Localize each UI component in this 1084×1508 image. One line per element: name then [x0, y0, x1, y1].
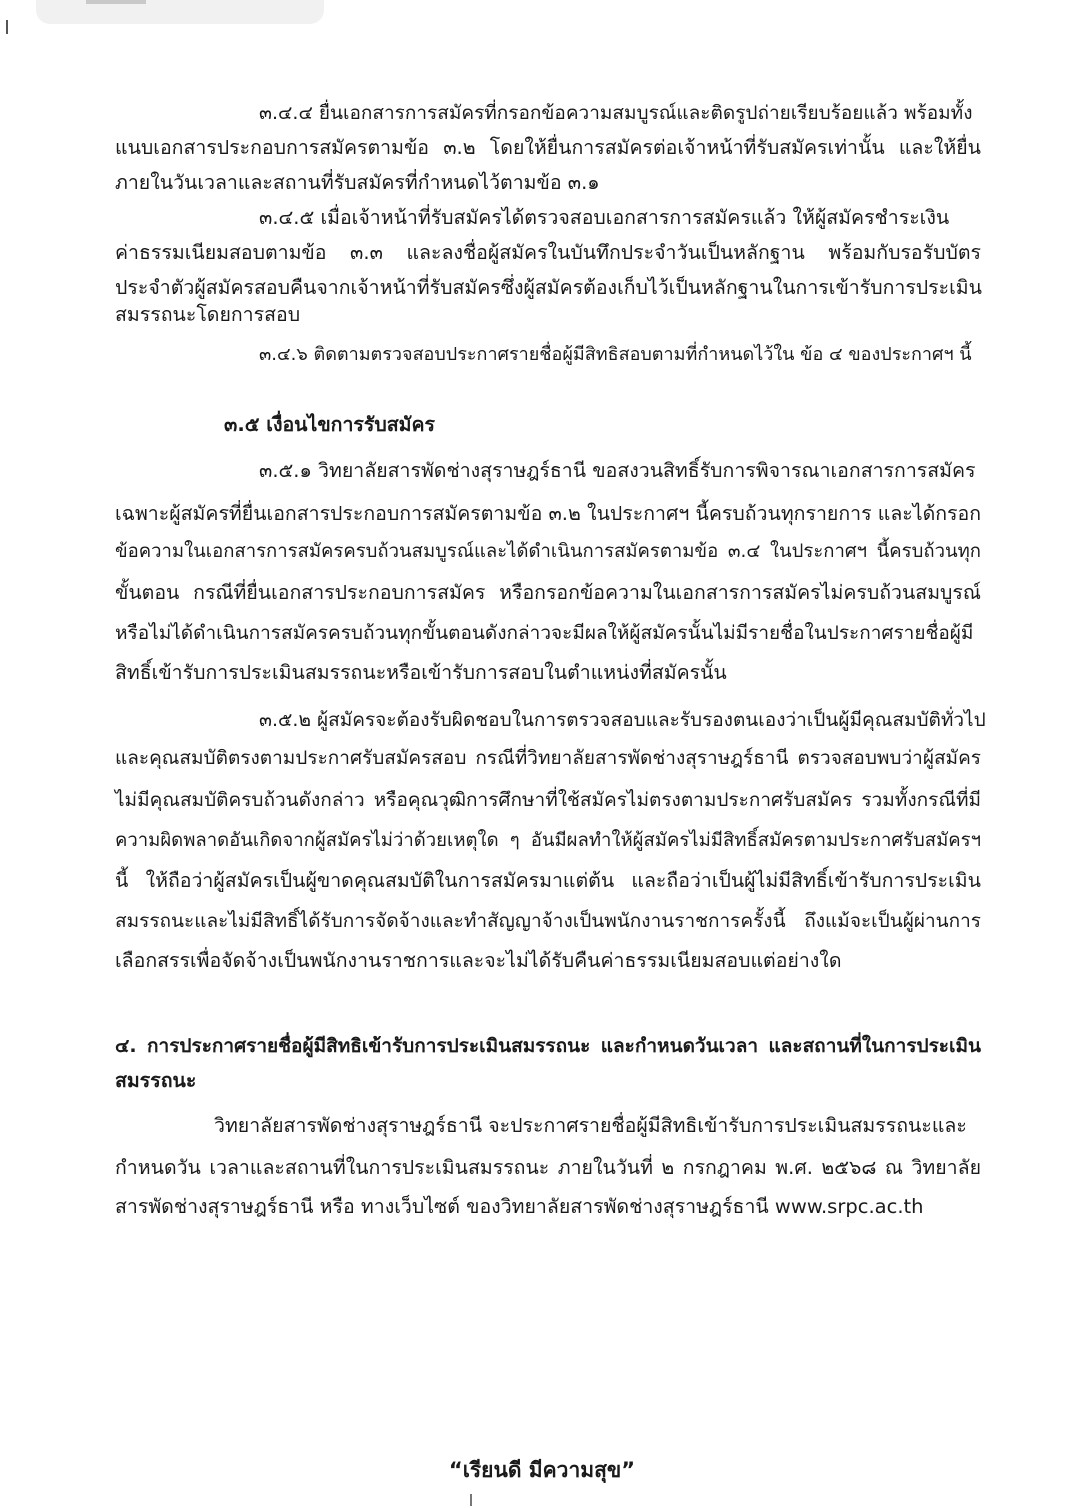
sec-4-heading-line-1: ๔. การประกาศรายชื่อผู้มีสิทธิเข้ารับการประเมินสมรรถนะ และกำหนดวันเวลา และสถานที่ในการประเมิน	[115, 1035, 981, 1057]
sec-3-5-2-line-7: เลือกสรรเพื่อจัดจ้างเป็นพนักงานราชการและจะไม่ได้รับคืนค่าธรรมเนียมสอบแต่อย่างใด	[115, 949, 842, 972]
margin-mark	[6, 20, 8, 34]
bottom-mark	[470, 1494, 472, 1506]
sec-3-5-heading: ๓.๕ เงื่อนไขการรับสมัคร	[224, 413, 436, 436]
sec-3-5-2-line-3: ไม่มีคุณสมบัติครบถ้วนดังกล่าว หรือคุณวุฒิการศึกษาที่ใช้สมัครไม่ตรงตามประกาศรับสมัคร รวมทั้งกรณีที่มี	[115, 789, 981, 811]
sec-4-body-line-3: สารพัดช่างสุราษฎร์ธานี หรือ ทางเว็บไซต์ ของวิทยาลัยสารพัดช่างสุราษฎร์ธานี www.srpc.ac.th	[115, 1195, 924, 1218]
top-tab-bar	[86, 0, 146, 4]
top-tab	[36, 0, 324, 24]
sec-3-4-4-line-2: แนบเอกสารประกอบการสมัครตามข้อ ๓.๒ โดยให้ยื่นการสมัครต่อเจ้าหน้าที่รับสมัครเท่านั้น และให้ยื่น	[115, 136, 981, 159]
sec-3-4-5-line-3: ประจำตัวผู้สมัครสอบคืนจากเจ้าหน้าที่รับสมัครซึ่งผู้สมัครต้องเก็บไว้เป็นหลักฐานในการเข้ารับการประเมิน	[115, 276, 982, 299]
footer-motto: “เรียนดี มีความสุข”	[448, 1458, 636, 1482]
sec-3-5-1-line-6: สิทธิ์เข้ารับการประเมินสมรรถนะหรือเข้ารับการสอบในตำแหน่งที่สมัครนั้น	[115, 661, 727, 684]
sec-4-body-line-1: วิทยาลัยสารพัดช่างสุราษฎร์ธานี จะประกาศรายชื่อผู้มีสิทธิเข้ารับการประเมินสมรรถนะและ	[214, 1114, 967, 1137]
sec-4-body-line-2: กำหนดวัน เวลาและสถานที่ในการประเมินสมรรถนะ ภายในวันที่ ๒ กรกฎาคม พ.ศ. ๒๕๖๘ ณ วิทยาลัย	[115, 1156, 981, 1179]
sec-3-4-6-line: ๓.๔.๖ ติดตามตรวจสอบประกาศรายชื่อผู้มีสิทธิสอบตามที่กำหนดไว้ใน ข้อ ๔ ของประกาศฯ นี้	[259, 344, 972, 365]
sec-3-5-1-line-3: ข้อความในเอกสารการสมัครครบถ้วนสมบูรณ์และได้ดำเนินการสมัครตามข้อ ๓.๔ ในประกาศฯ นี้ครบถ้วนทุก	[115, 541, 981, 562]
sec-3-4-5-line-4: สมรรถนะโดยการสอบ	[115, 303, 301, 326]
sec-4-heading-line-2: สมรรถนะ	[115, 1069, 197, 1092]
sec-3-5-1-line-5: หรือไม่ได้ดำเนินการสมัครครบถ้วนทุกขั้นตอนดังกล่าวจะมีผลให้ผู้สมัครนั้นไม่มีรายชื่อในประกาศรายชื่อผู้มี	[115, 622, 974, 644]
sec-3-4-5-line-1: ๓.๔.๕ เมื่อเจ้าหน้าที่รับสมัครได้ตรวจสอบเอกสารการสมัครแล้ว ให้ผู้สมัครชำระเงิน	[259, 206, 950, 229]
sec-3-5-2-line-1: ๓.๕.๒ ผู้สมัครจะต้องรับผิดชอบในการตรวจสอบและรับรองตนเองว่าเป็นผู้มีคุณสมบัติทั่วไป	[259, 709, 986, 731]
sec-3-5-2-line-2: และคุณสมบัติตรงตามประกาศรับสมัครสอบ กรณีที่วิทยาลัยสารพัดช่างสุราษฎร์ธานี ตรวจสอบพบว่าผู้สมัคร	[115, 747, 981, 769]
sec-3-5-2-line-6: สมรรถนะและไม่มีสิทธิ์ได้รับการจัดจ้างและทำสัญญาจ้างเป็นพนักงานราชการครั้งนี้ ถึงแม้จะเป็นผู้ผ่านการ	[115, 910, 981, 932]
sec-3-4-4-line-3: ภายในวันเวลาและสถานที่รับสมัครที่กำหนดไว้ตามข้อ ๓.๑	[115, 171, 600, 194]
sec-3-4-5-line-2: ค่าธรรมเนียมสอบตามข้อ ๓.๓ และลงชื่อผู้สมัครในบันทึกประจำวันเป็นหลักฐาน พร้อมกับรอรับบัตร	[115, 241, 981, 264]
sec-3-4-4-line-1: ๓.๔.๔ ยื่นเอกสารการสมัครที่กรอกข้อความสมบูรณ์และติดรูปถ่ายเรียบร้อยแล้ว พร้อมทั้ง	[259, 102, 973, 124]
sec-3-5-2-line-5: นี้ ให้ถือว่าผู้สมัครเป็นผู้ขาดคุณสมบัติในการสมัครมาแต่ต้น และถือว่าเป็นผู้ไม่มีสิทธิ์เข้ารับการประเมิน	[115, 869, 981, 892]
sec-3-5-1-line-4: ขั้นตอน กรณีที่ยื่นเอกสารประกอบการสมัคร หรือกรอกข้อความในเอกสารการสมัครไม่ครบถ้วนสมบูรณ์	[115, 581, 981, 604]
sec-3-5-1-line-2: เฉพาะผู้สมัครที่ยื่นเอกสารประกอบการสมัครตามข้อ ๓.๒ ในประกาศฯ นี้ครบถ้วนทุกรายการ และได้กรอก	[115, 502, 982, 525]
sec-3-5-2-line-4: ความผิดพลาดอันเกิดจากผู้สมัครไม่ว่าด้วยเหตุใด ๆ อันมีผลทำให้ผู้สมัครไม่มีสิทธิ์สมัครตามประกาศรับสมัครฯ	[115, 830, 981, 851]
sec-3-5-1-line-1: ๓.๕.๑ วิทยาลัยสารพัดช่างสุราษฎร์ธานี ขอสงวนสิทธิ์รับการพิจารณาเอกสารการสมัคร	[259, 459, 976, 482]
